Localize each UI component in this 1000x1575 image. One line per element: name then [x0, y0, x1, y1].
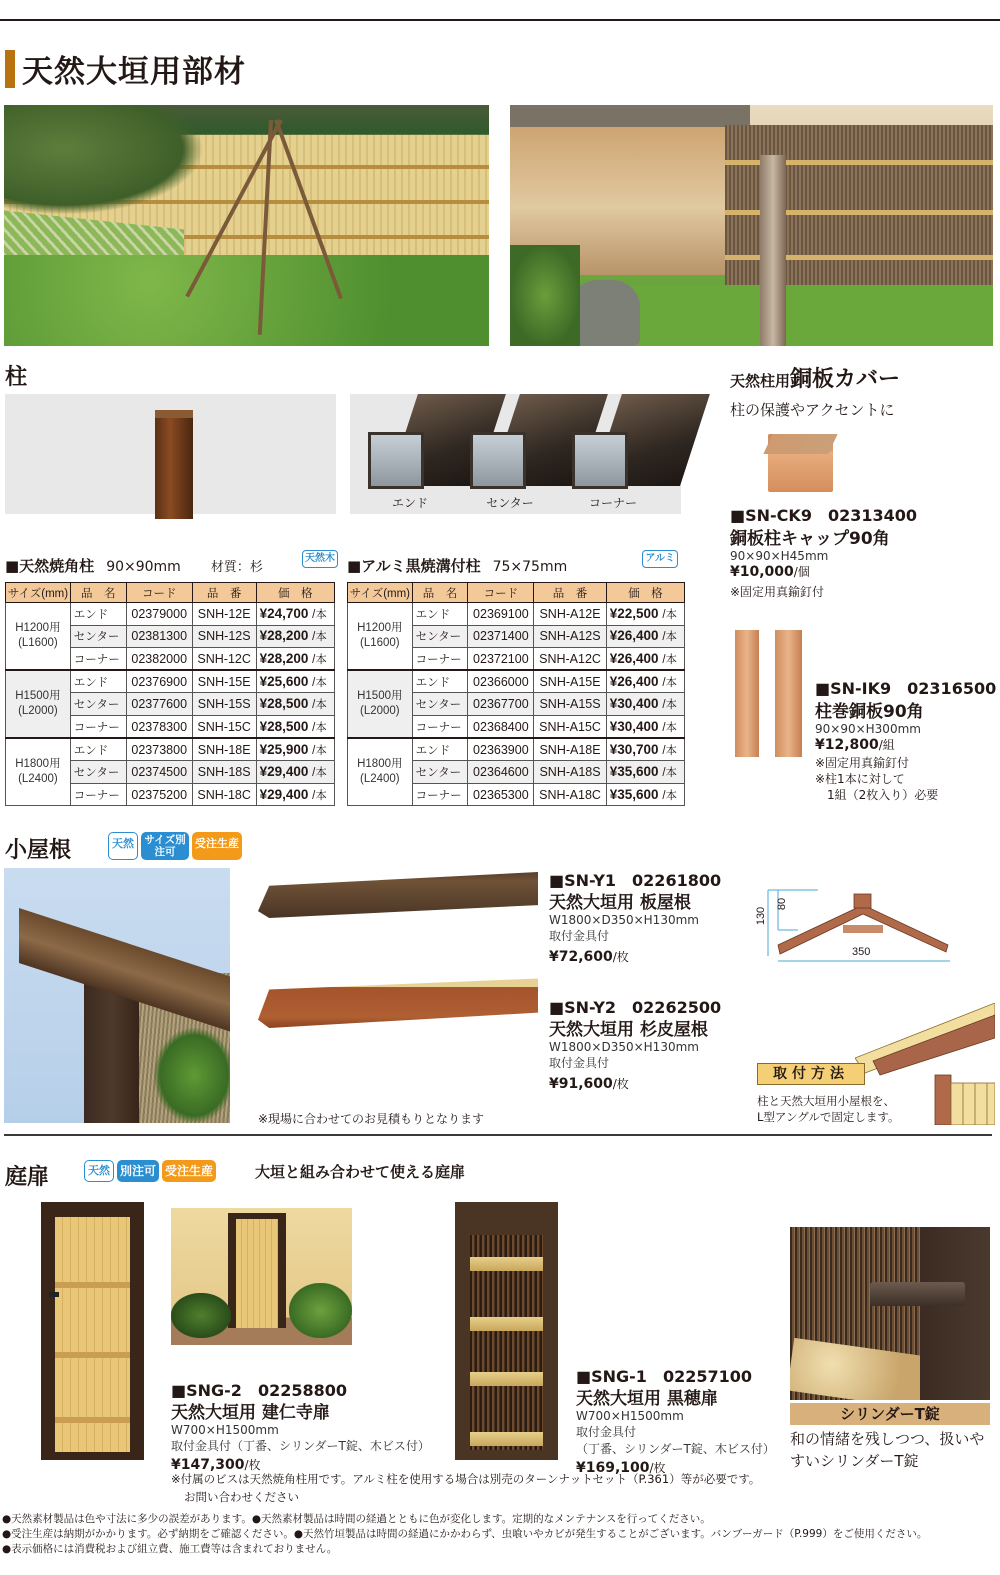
price-cell — [256, 670, 334, 693]
part-cell: SNH-12S — [192, 625, 256, 648]
price-cell — [256, 738, 334, 761]
size-cell — [348, 670, 413, 738]
part-cell: SNH-A18E — [534, 738, 606, 761]
product-note: 取付金具付 — [549, 1056, 610, 1070]
made-to-order-badge: 受注生産 — [162, 1160, 216, 1182]
name-cell: エンド — [70, 670, 126, 693]
roof-dimension-diagram — [748, 870, 958, 960]
price-unit: /本 — [662, 789, 678, 802]
price-unit: /本 — [312, 721, 327, 734]
copper-title-prefix: 天然柱用 — [730, 372, 791, 390]
product-name: 柱巻銅板90角 — [815, 702, 924, 722]
part-cell: SNH-12E — [192, 603, 256, 626]
product-sng-1 — [576, 1364, 786, 1476]
price-value: ¥25,600 — [259, 673, 309, 689]
alu-table-heading — [347, 555, 682, 576]
product-note: ※固定用真鍮釘付 — [815, 756, 910, 770]
length-label: (L2400) — [18, 773, 58, 786]
table-header-row — [6, 583, 335, 603]
price-unit: /本 — [662, 653, 678, 666]
price-value: ¥26,400 — [609, 673, 659, 689]
price-unit: /枚 — [649, 1461, 666, 1475]
wood-table-size: 90×90mm — [106, 559, 181, 575]
price-unit: /本 — [312, 744, 327, 757]
alu-label-corner: コーナー — [588, 496, 637, 510]
size-label: H1200用 — [357, 622, 403, 635]
table-row — [348, 670, 685, 693]
price-cell — [256, 603, 334, 626]
product-name: 天然大垣用 板屋根 — [549, 893, 691, 913]
price-value: ¥30,400 — [609, 696, 659, 712]
alu-table-title: ■アルミ黒焼溝付柱 — [347, 557, 481, 575]
made-to-order-badge: 受注生産 — [192, 832, 242, 860]
dim-width: 350 — [852, 946, 871, 958]
table-row — [6, 738, 335, 761]
product-code: ■SNG-1 02257100 — [576, 1367, 753, 1386]
alu-label-center: センター — [486, 496, 534, 510]
natural-badge: 天然 — [84, 1160, 114, 1182]
price-value: ¥26,400 — [609, 628, 659, 644]
part-cell: SNH-15C — [192, 715, 256, 738]
price-unit: /組 — [878, 738, 895, 752]
length-label: (L2000) — [18, 705, 58, 718]
kenninji-gate-installed-photo — [171, 1208, 352, 1345]
price-value: ¥30,400 — [609, 718, 659, 734]
price-value: ¥147,300 — [171, 1457, 245, 1473]
price-value: ¥29,400 — [259, 763, 309, 779]
product-name: 天然大垣用 建仁寺扉 — [171, 1403, 330, 1423]
part-cell: SNH-A18S — [534, 761, 606, 784]
copper-subtitle: 柱の保護やアクセントに — [730, 401, 895, 419]
screw-note: ※付属のビスは天然焼角柱用です。アルミ柱を使用する場合は別売のターンナットセット（P.361）等が必要です。 — [171, 1472, 761, 1486]
product-dimensions: W700×H1500mm — [171, 1423, 279, 1437]
estimate-note: ※現場に合わせてのお見積もりとなります — [258, 1112, 485, 1126]
code-cell: 02378300 — [126, 715, 192, 738]
price-value: ¥91,600 — [549, 1076, 613, 1092]
product-sn-ik9 — [815, 676, 1000, 803]
product-name: 天然大垣用 杉皮屋根 — [549, 1020, 708, 1040]
product-name: 天然大垣用 黒穂扉 — [576, 1389, 718, 1409]
install-desc-line: L型アングルで固定します。 — [757, 1110, 900, 1124]
price-unit: /本 — [662, 608, 678, 621]
wood-table-heading — [5, 555, 340, 576]
product-dimensions: 90×90×H300mm — [815, 722, 921, 736]
name-cell: エンド — [412, 670, 468, 693]
column-header: サイズ(mm) — [348, 583, 413, 603]
code-cell: 02366000 — [468, 670, 534, 693]
price-cell — [256, 715, 334, 738]
part-cell: SNH-A12S — [534, 625, 606, 648]
part-cell: SNH-A15E — [534, 670, 606, 693]
code-cell: 02371400 — [468, 625, 534, 648]
length-label: (L2400) — [359, 773, 400, 786]
copper-sleeve-image-left — [735, 630, 759, 757]
title-accent-bar — [5, 50, 15, 88]
table-row — [6, 603, 335, 626]
cedar-bark-roof-image — [258, 973, 538, 1028]
price-cell — [256, 783, 334, 806]
part-cell: SNH-15E — [192, 670, 256, 693]
column-header: 品 番 — [534, 583, 606, 603]
product-name: 銅板柱キャップ90角 — [730, 529, 890, 549]
price-cell — [606, 693, 684, 716]
column-header: 品 名 — [70, 583, 126, 603]
product-note: （丁番、シリンダーT錠、木ビス付） — [576, 1442, 775, 1456]
price-cell — [606, 715, 684, 738]
product-price — [730, 563, 1000, 580]
product-note: 取付金具付 — [576, 1425, 637, 1439]
price-value: ¥28,500 — [259, 696, 309, 712]
price-cell — [256, 761, 334, 784]
price-value: ¥29,400 — [259, 786, 309, 802]
size-cell — [6, 603, 71, 671]
code-cell: 02364600 — [468, 761, 534, 784]
product-note: ※固定用真鍮釘付 — [730, 585, 825, 599]
name-cell: センター — [70, 625, 126, 648]
price-cell — [606, 783, 684, 806]
price-cell — [606, 761, 684, 784]
install-method-description — [757, 1093, 907, 1125]
product-sn-y2 — [549, 995, 749, 1092]
name-cell: センター — [412, 693, 468, 716]
price-value: ¥12,800 — [815, 737, 879, 753]
part-cell: SNH-A12C — [534, 648, 606, 671]
product-sn-y1 — [549, 868, 749, 965]
product-note: 取付金具付（丁番、シリンダーT錠、木ビス付） — [171, 1439, 430, 1453]
length-label: (L1600) — [18, 637, 58, 650]
code-cell: 02373800 — [126, 738, 192, 761]
section-title-koyane: 小屋根 — [5, 838, 72, 863]
footnote: ●受注生産は納期がかかります。必ず納期をご確認ください。●天然竹垣製品は時間の経過にかかわらず、虫喰いやカビが発生することがございます。バンブーガード（P.999）をご使用ください。 — [2, 1528, 928, 1540]
code-cell: 02376900 — [126, 670, 192, 693]
footnote: ●天然素材製品は色や寸法に多少の誤差があります。●天然素材製品は時間の経過とともに色が変化します。定期的なメンテナンスを行ってください。 — [2, 1513, 711, 1525]
table-row — [6, 670, 335, 693]
code-cell: 02374500 — [126, 761, 192, 784]
natural-wood-badge: 天然木 — [302, 550, 338, 568]
name-cell: エンド — [412, 603, 468, 626]
part-cell: SNH-15S — [192, 693, 256, 716]
product-sn-ck9 — [730, 503, 1000, 600]
code-cell: 02379000 — [126, 603, 192, 626]
price-value: ¥10,000 — [730, 564, 794, 580]
koyane-badges — [108, 832, 242, 860]
price-unit: /本 — [662, 676, 678, 689]
name-cell: エンド — [412, 738, 468, 761]
column-header: 価 格 — [256, 583, 334, 603]
column-header: 価 格 — [606, 583, 684, 603]
name-cell: センター — [70, 761, 126, 784]
size-label: H1500用 — [357, 690, 403, 703]
product-note: 1組（2枚入り）必要 — [815, 788, 939, 802]
price-unit: /本 — [662, 721, 678, 734]
part-cell: SNH-18C — [192, 783, 256, 806]
column-header: コード — [468, 583, 534, 603]
code-cell: 02372100 — [468, 648, 534, 671]
product-dimensions: W1800×D350×H130mm — [549, 1040, 699, 1054]
price-cell — [606, 648, 684, 671]
name-cell: エンド — [70, 603, 126, 626]
table-header-row — [348, 583, 685, 603]
price-cell — [606, 738, 684, 761]
size-custom-badge: サイズ別注可 — [141, 832, 189, 860]
column-header: コード — [126, 583, 192, 603]
price-cell — [256, 625, 334, 648]
cylinder-lock-description: 和の情緒を残しつつ、扱いやすいシリンダーT錠 — [790, 1430, 985, 1470]
copper-title-main: 銅板カバー — [790, 367, 901, 392]
size-label: H1500用 — [15, 690, 61, 703]
alu-table-size: 75×75mm — [492, 559, 568, 575]
price-value: ¥22,500 — [609, 605, 659, 621]
price-unit: /本 — [312, 766, 327, 779]
price-unit: /個 — [793, 565, 810, 579]
price-unit: /本 — [312, 676, 327, 689]
screw-note-contact: お問い合わせください — [184, 1490, 299, 1504]
product-code: ■SN-Y1 02261800 — [549, 871, 722, 890]
part-cell: SNH-18E — [192, 738, 256, 761]
product-note: ※柱1本に対して — [815, 772, 905, 786]
alu-post-table — [347, 582, 685, 806]
product-code: ■SN-IK9 02316500 — [815, 679, 997, 698]
size-label: H1800用 — [15, 758, 61, 771]
price-unit: /本 — [662, 631, 678, 644]
price-value: ¥169,100 — [576, 1460, 650, 1476]
price-cell — [606, 625, 684, 648]
kenninji-gate-image — [41, 1202, 144, 1460]
length-label: (L1600) — [359, 637, 400, 650]
name-cell: コーナー — [412, 715, 468, 738]
wood-table-material: 材質：杉 — [210, 560, 263, 575]
size-cell — [6, 670, 71, 738]
name-cell: センター — [70, 693, 126, 716]
table-row — [348, 738, 685, 761]
name-cell: コーナー — [412, 648, 468, 671]
table-row — [348, 603, 685, 626]
board-roof-image — [258, 872, 538, 918]
price-unit: /本 — [662, 744, 678, 757]
column-header: サイズ(mm) — [6, 583, 71, 603]
section-divider — [4, 1134, 992, 1136]
name-cell: コーナー — [70, 715, 126, 738]
part-cell: SNH-A15S — [534, 693, 606, 716]
cylinder-lock-label: シリンダーT錠 — [790, 1403, 990, 1425]
product-sng-2 — [171, 1378, 461, 1473]
name-cell: センター — [412, 761, 468, 784]
price-unit: /本 — [312, 699, 327, 712]
wood-post-image — [5, 394, 336, 514]
product-price — [549, 1075, 749, 1092]
name-cell: センター — [412, 625, 468, 648]
footnote: ●表示価格には消費税および組立費、施工費等は含まれておりません。 — [2, 1543, 338, 1555]
footnotes — [2, 1512, 927, 1557]
install-desc-line: 柱と天然大垣用小屋根を、 — [757, 1094, 895, 1108]
price-cell — [606, 603, 684, 626]
price-cell — [606, 670, 684, 693]
code-cell: 02377600 — [126, 693, 192, 716]
price-value: ¥28,200 — [259, 650, 309, 666]
price-cell — [256, 693, 334, 716]
price-unit: /本 — [312, 789, 327, 802]
price-value: ¥28,500 — [259, 718, 309, 734]
name-cell: コーナー — [70, 783, 126, 806]
top-rule — [0, 19, 1000, 21]
code-cell: 02381300 — [126, 625, 192, 648]
small-roof-photo — [4, 868, 230, 1123]
product-code: ■SNG-2 02258800 — [171, 1381, 348, 1400]
price-unit: /本 — [312, 653, 327, 666]
price-unit: /本 — [312, 608, 327, 621]
code-cell: 02369100 — [468, 603, 534, 626]
column-header: 品 名 — [412, 583, 468, 603]
section-title-hashira: 柱 — [5, 365, 28, 390]
code-cell: 02375200 — [126, 783, 192, 806]
code-cell: 02382000 — [126, 648, 192, 671]
natural-badge: 天然 — [108, 832, 138, 860]
product-note: 取付金具付 — [549, 929, 610, 943]
part-cell: SNH-12C — [192, 648, 256, 671]
product-dimensions: 90×90×H45mm — [730, 549, 829, 563]
product-price — [815, 736, 1000, 753]
wood-table-title: ■天然焼角柱 — [5, 557, 95, 575]
product-dimensions: W1800×D350×H130mm — [549, 913, 699, 927]
copper-cap-image — [768, 434, 833, 492]
hero-photo-bamboo-fence — [4, 105, 489, 346]
price-value: ¥26,400 — [609, 650, 659, 666]
section-title-niwatobira: 庭扉 — [5, 1165, 50, 1190]
part-cell: SNH-A12E — [534, 603, 606, 626]
part-cell: SNH-A18C — [534, 783, 606, 806]
price-value: ¥35,600 — [609, 763, 659, 779]
install-method-label: 取付方法 — [757, 1063, 865, 1085]
size-label: H1800用 — [357, 758, 403, 771]
price-unit: /本 — [662, 699, 678, 712]
product-code: ■SN-CK9 02313400 — [730, 506, 918, 525]
price-unit: /枚 — [612, 950, 629, 964]
price-unit: /枚 — [612, 1077, 629, 1091]
price-cell — [256, 648, 334, 671]
burnt-post-icon — [155, 416, 193, 519]
size-cell — [348, 603, 413, 671]
alu-label-end: エンド — [391, 496, 428, 510]
part-cell: SNH-18S — [192, 761, 256, 784]
dim-height-inner: 80 — [776, 897, 789, 911]
wood-post-table — [5, 582, 335, 806]
code-cell: 02365300 — [468, 783, 534, 806]
size-cell — [6, 738, 71, 806]
kuroho-gate-image — [455, 1202, 558, 1460]
code-cell: 02368400 — [468, 715, 534, 738]
product-price — [549, 948, 749, 965]
part-cell: SNH-A15C — [534, 715, 606, 738]
price-value: ¥24,700 — [259, 605, 309, 621]
niwatobira-badges — [84, 1160, 216, 1182]
price-value: ¥30,700 — [609, 741, 659, 757]
product-dimensions: W700×H1500mm — [576, 1409, 684, 1423]
aluminum-post-image — [350, 394, 681, 514]
hero-photo-garden-fence — [510, 105, 993, 346]
price-value: ¥72,600 — [549, 949, 613, 965]
price-unit: /本 — [312, 631, 327, 644]
code-cell: 02363900 — [468, 738, 534, 761]
price-value: ¥25,900 — [259, 741, 309, 757]
length-label: (L2000) — [359, 705, 400, 718]
page-title: 天然大垣用部材 — [22, 54, 246, 90]
name-cell: コーナー — [412, 783, 468, 806]
custom-order-badge: 別注可 — [117, 1160, 159, 1182]
price-value: ¥35,600 — [609, 786, 659, 802]
copper-sleeve-image-right — [775, 630, 802, 757]
copper-cover-title — [730, 362, 900, 393]
gate-tagline: 大垣と組み合わせて使える庭扉 — [255, 1163, 466, 1181]
name-cell: エンド — [70, 738, 126, 761]
code-cell: 02367700 — [468, 693, 534, 716]
price-unit: /本 — [662, 766, 678, 779]
price-unit: /枚 — [244, 1458, 261, 1472]
dim-height-total: 130 — [755, 906, 768, 926]
product-code: ■SN-Y2 02262500 — [549, 998, 722, 1017]
aluminum-badge: アルミ — [642, 550, 678, 568]
cylinder-lock-photo — [790, 1227, 990, 1400]
column-header: 品 番 — [192, 583, 256, 603]
size-label: H1200用 — [15, 622, 61, 635]
name-cell: コーナー — [70, 648, 126, 671]
size-cell — [348, 738, 413, 806]
price-value: ¥28,200 — [259, 628, 309, 644]
